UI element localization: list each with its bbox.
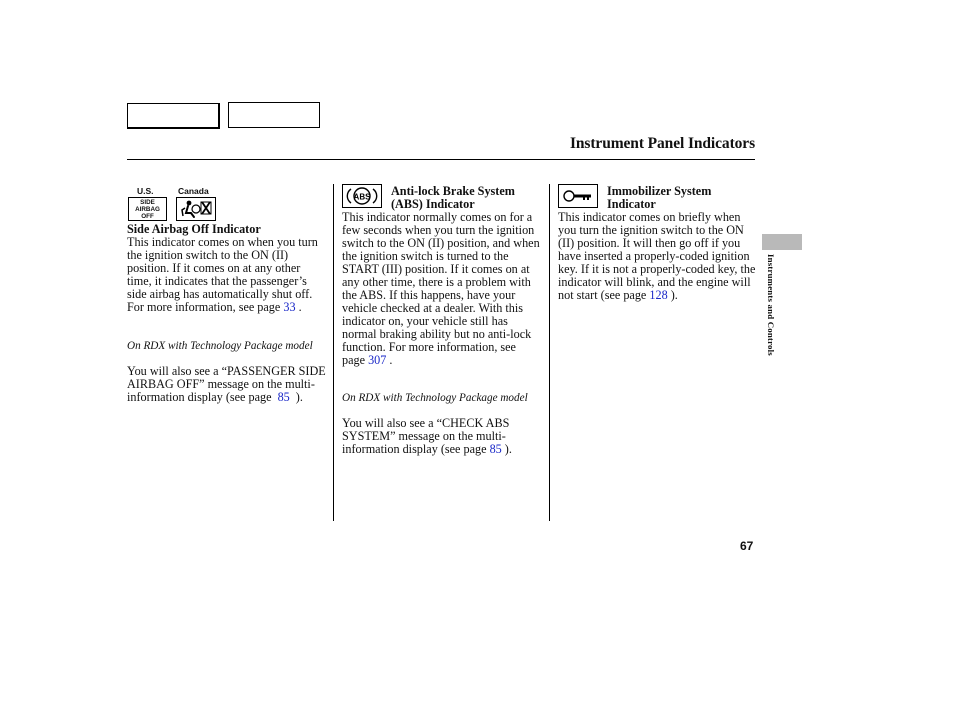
abs-description: This indicator normally comes on for a few seconds when you turn the ignition switch to the ON (II) position, and when the ignition switch is turned to the START (III) position. If it comes on at any other time, there is a problem with the ABS. If this happens, have your vehicle checked at a dealer. With this indicator on, your vehicle still has normal braking ability but no anti-lock function. For more information, see page 307 . [342, 210, 540, 367]
page-number: 67 [740, 539, 754, 553]
side-airbag-off-canada-icon [176, 197, 216, 221]
page-link-33[interactable]: 33 [283, 300, 296, 314]
abs-message: You will also see a “CHECK ABS SYSTEM” message on the multi-information display (see page 85 ). [342, 416, 512, 456]
page-link-307[interactable]: 307 [368, 353, 387, 367]
immobilizer-description: This indicator comes on briefly when you turn the ignition switch to the ON (II) position. It will then go off if you have inserted a properly-coded ignition key. If it is not a properly-coded key, the indicator will blink, and the engine will not start (see page 128 ). [558, 210, 756, 302]
abs-icon [342, 184, 382, 208]
nav-button-index[interactable] [228, 102, 320, 128]
header-rule [127, 159, 755, 160]
section-label: Instruments and Controls [766, 254, 776, 356]
label-us: U.S. [137, 186, 154, 196]
side-airbag-description: This indicator comes on when you turn the ignition switch to the ON (II) position. If it comes on at any other time, it indicates that the passenger’s side airbag has automatically shut off. For more information, see page 33 . [127, 235, 318, 314]
side-airbag-off-us-icon: SIDE AIRBAG OFF [128, 197, 167, 221]
column-divider [549, 184, 550, 521]
page-title: Instrument Panel Indicators [569, 135, 755, 152]
immobilizer-heading: Immobilizer System Indicator [607, 184, 712, 211]
column-divider [333, 184, 334, 521]
section-tab [762, 234, 802, 250]
side-airbag-heading: Side Airbag Off Indicator [127, 222, 261, 236]
immobilizer-key-icon [558, 184, 598, 208]
page-link-128[interactable]: 128 [649, 288, 668, 302]
label-canada: Canada [178, 186, 209, 196]
nav-button-contents[interactable] [127, 103, 220, 129]
abs-heading: Anti-lock Brake System (ABS) Indicator [391, 184, 515, 211]
model-note: On RDX with Technology Package model [127, 340, 313, 352]
svg-text:ABS: ABS [353, 192, 371, 202]
page-link-85[interactable]: 85 [277, 390, 290, 404]
side-airbag-message: You will also see a “PASSENGER SIDE AIRBAG OFF” message on the multi-information display (see page 85 ). [127, 364, 326, 404]
model-note: On RDX with Technology Package model [342, 392, 528, 404]
page-link-85[interactable]: 85 [489, 442, 502, 456]
